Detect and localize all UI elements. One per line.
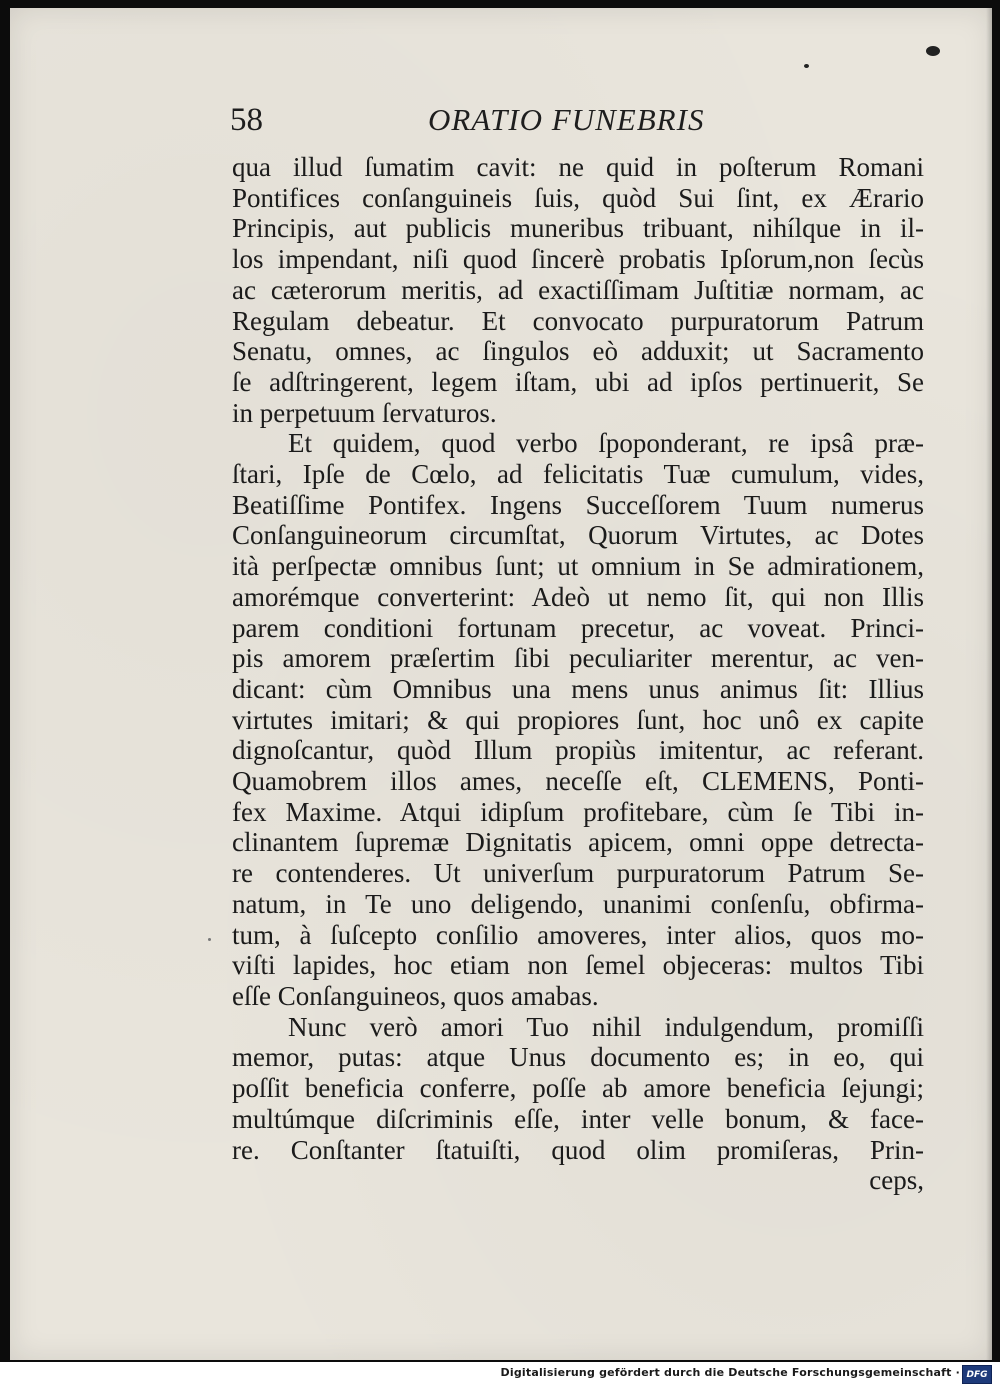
text-line: qua illud ſumatim cavit: ne quid in poſterum Romani xyxy=(232,152,924,182)
text-line: parem conditioni fortunam precetur, ac voveat. Princi- xyxy=(232,612,924,643)
text-line: Senatu, omnes, ac ſingulos eò adduxit; ut Sacramento xyxy=(232,336,924,367)
text-line: viſti lapides, hoc etiam non ſemel objeceras: multos Tibi xyxy=(232,950,924,981)
text-line: Principis, aut publicis muneribus tribuant, nihílque in il- xyxy=(232,213,924,244)
text-line: Pontifices conſanguineis ſuis, quòd Sui ſint, ex Ærario xyxy=(232,182,924,213)
text-line: re. Conſtanter ſtatuiſti, quod olim promiſeras, Prin- xyxy=(232,1134,924,1165)
text-line: Quamobrem illos ames, neceſſe eſt, CLEMENS, Ponti- xyxy=(232,766,924,797)
text-line: Nunc verò amori Tuo nihil indulgendum, promiſſi xyxy=(288,1011,924,1042)
text-line: ità perſpectæ omnibus ſunt; ut omnium in Se admirationem, xyxy=(232,551,924,582)
text-line: Conſanguineorum circumſtat, Quorum Virtutes, ac Dotes xyxy=(232,520,924,551)
funding-credit: Digitalisierung gefördert durch die Deutsche Forschungsgemeinschaft · xyxy=(500,1366,960,1379)
page-header xyxy=(230,102,730,142)
text-line: fex Maxime. Atqui idipſum profitebare, cùm ſe Tibi in- xyxy=(232,796,924,827)
text-line: Beatiſſime Pontifex. Ingens Succeſſorem Tuum numerus xyxy=(232,489,924,520)
footer-bar xyxy=(0,1362,1000,1386)
text-line: clinantem ſupremæ Dignitatis apicem, omni oppe detrecta- xyxy=(232,827,924,858)
text-line: ſe adſtringerent, legem iſtam, ubi ad ipſos pertinuerit, Se xyxy=(232,366,924,397)
running-title: ORATIO FUNEBRIS xyxy=(428,102,705,137)
text-line: los impendant, niſi quod ſincerè probatis Ipſorum,non ſecùs xyxy=(232,244,924,275)
ink-speck xyxy=(804,64,809,68)
text-line: memor, putas: atque Unus documento es; in eo, qui xyxy=(232,1042,924,1073)
text-line: multúmque diſcriminis eſſe, inter velle bonum, & face- xyxy=(232,1103,924,1134)
text-line: natum, in Te uno deligendo, unanimi conſenſu, obfirma- xyxy=(232,888,924,919)
text-line: dignoſcantur, quòd Illum propiùs imitentur, ac referant. xyxy=(232,735,924,766)
text-line: amorémque converterint: Adeò ut nemo ſit, qui non Illis xyxy=(232,581,924,612)
text-line: in perpetuum ſervaturos. xyxy=(232,397,497,428)
ink-speck xyxy=(926,46,940,56)
catchword: ceps, xyxy=(869,1165,924,1196)
text-line: ſtari, Ipſe de Cœlo, ad felicitatis Tuæ cumulum, vides, xyxy=(232,459,924,490)
text-line: pis amorem præſertim ſibi peculiariter merentur, ac ven- xyxy=(232,643,924,674)
text-line: virtutes imitari; & qui propiores ſunt, hoc unô ex capite xyxy=(232,704,924,735)
text-line: Et quidem, quod verbo ſpoponderant, re ipsâ præ- xyxy=(288,428,924,459)
dfg-logo-icon xyxy=(962,1365,992,1384)
text-line: dicant: cùm Omnibus una mens unus animus ſit: Illius xyxy=(232,673,924,704)
text-line: tum, à ſuſcepto conſilio amoveres, inter alios, quos mo- xyxy=(232,919,924,950)
text-line: ac cæterorum meritis, ad exactiſſimam Juſtitiæ normam, ac xyxy=(232,274,924,305)
page-number: 58 xyxy=(230,102,263,138)
text-line: eſſe Conſanguineos, quos amabas. xyxy=(232,980,599,1011)
dfg-logo-text: DFG xyxy=(966,1369,988,1380)
ink-speck xyxy=(208,938,211,941)
text-line: Regulam debeatur. Et convocato purpuratorum Patrum xyxy=(232,305,924,336)
text-line: re contenderes. Ut univerſum purpuratorum Patrum Se- xyxy=(232,858,924,889)
body-text xyxy=(232,152,924,1196)
text-line: poſſit beneficia conferre, poſſe ab amore beneficia ſejungi; xyxy=(232,1073,924,1104)
page-edge-shadow xyxy=(986,8,992,1360)
